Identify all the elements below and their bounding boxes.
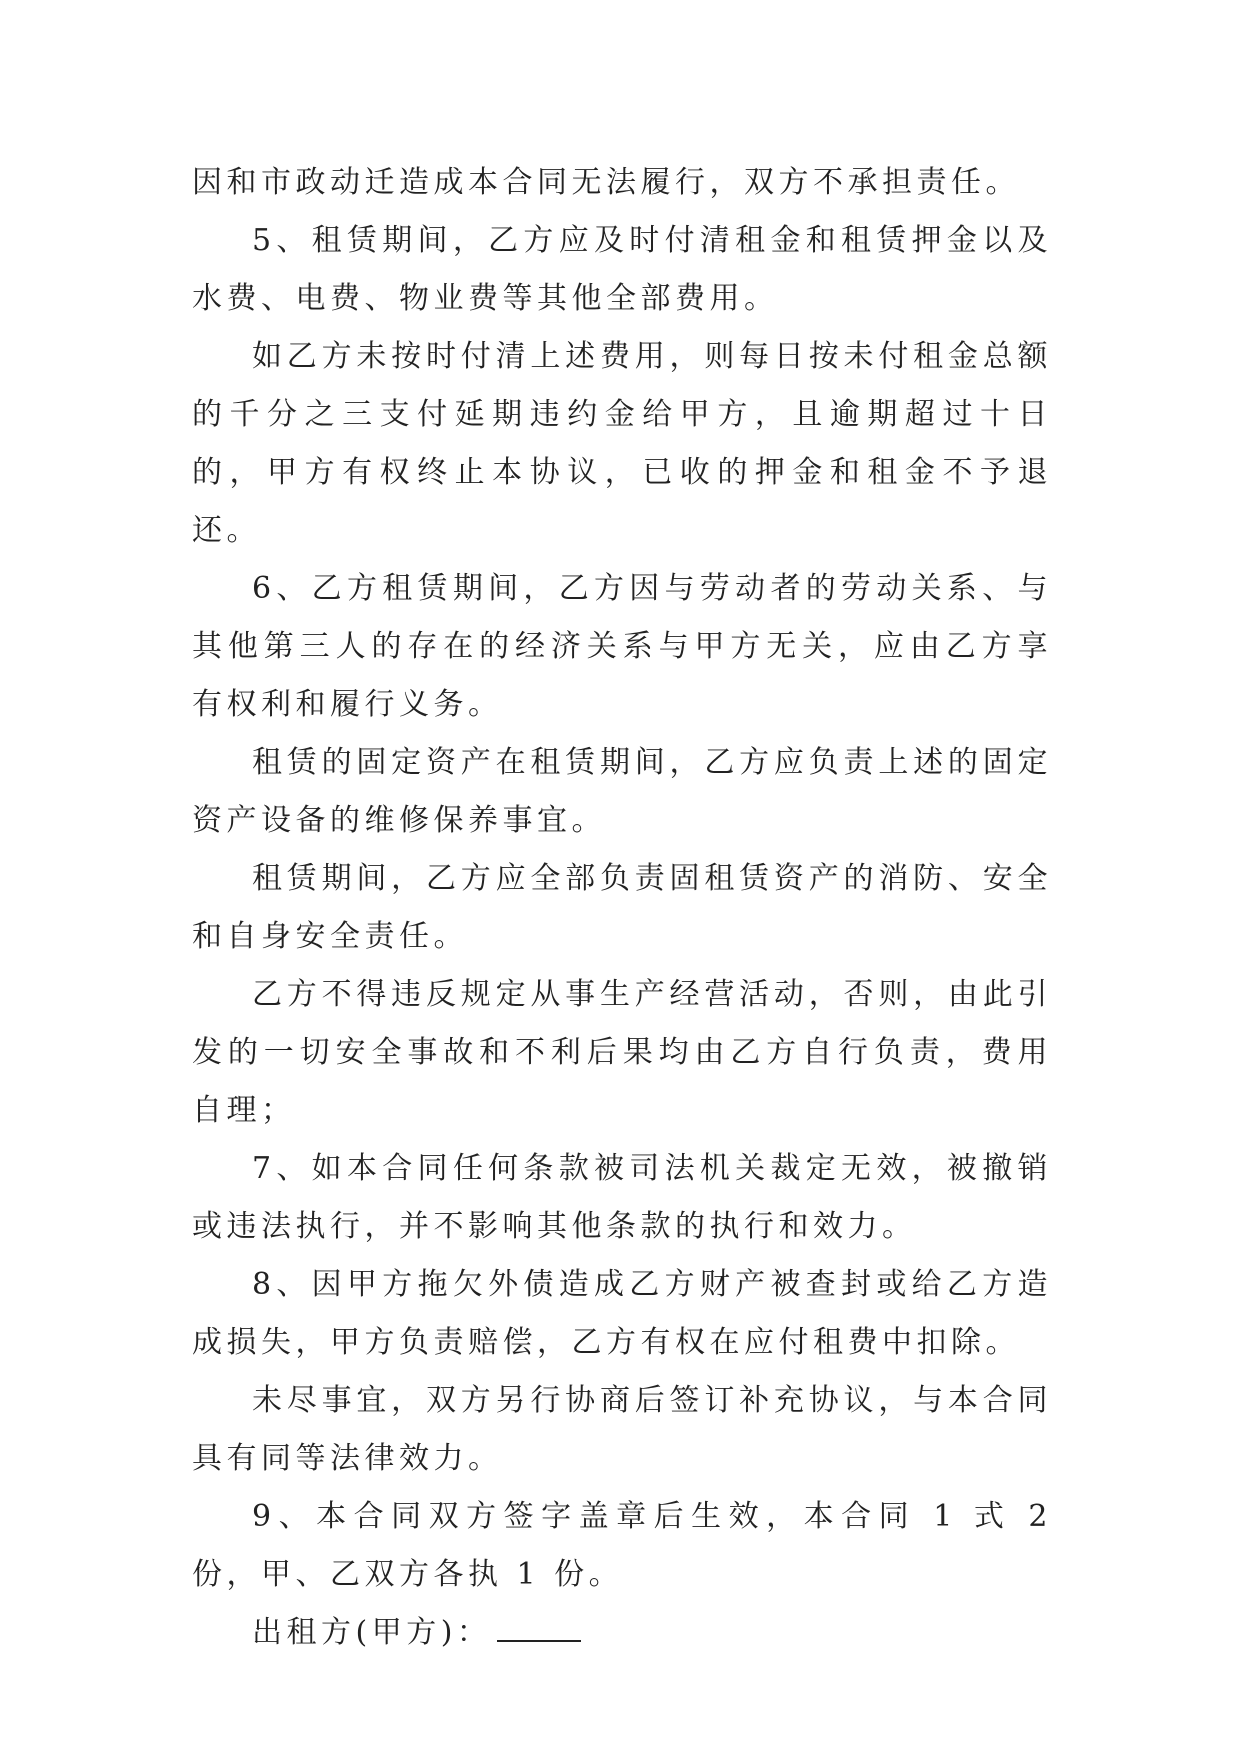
signature-line xyxy=(192,1604,1052,1662)
paragraph-maintenance: 租赁的固定资产在租赁期间，乙方应负责上述的固定资产设备的维修保养事宜。 xyxy=(192,745,1052,838)
paragraph-clause-8: 8、因甲方拖欠外债造成乙方财产被查封或给乙方造成损失，甲方负责赔偿，乙方有权在应付租费中扣除。 xyxy=(192,1267,1052,1360)
lessor-signature-blank xyxy=(497,1622,581,1642)
paragraph-late-payment: 如乙方未按时付清上述费用，则每日按未付租金总额的千分之三支付延期违约金给甲方，且逾期超过十日的，甲方有权终止本协议，已收的押金和租金不予退还。 xyxy=(192,339,1052,548)
document-body xyxy=(192,154,1052,1662)
paragraph-clause-7: 7、如本合同任何条款被司法机关裁定无效，被撤销或违法执行，并不影响其他条款的执行和效力。 xyxy=(192,1151,1052,1244)
paragraph-supplement: 未尽事宜，双方另行协商后签订补充协议，与本合同具有同等法律效力。 xyxy=(192,1383,1052,1476)
paragraph-clause-9: 9、本合同双方签字盖章后生效，本合同 1 式 2 份，甲、乙双方各执 1 份。 xyxy=(192,1499,1052,1592)
paragraph-continuation: 因和市政动迁造成本合同无法履行，双方不承担责任。 xyxy=(192,165,1020,200)
paragraph-violation: 乙方不得违反规定从事生产经营活动，否则，由此引发的一切安全事故和不利后果均由乙方自行负责，费用自理； xyxy=(192,977,1052,1128)
paragraph-clause-6: 6、乙方租赁期间，乙方因与劳动者的劳动关系、与其他第三人的存在的经济关系与甲方无关，应由乙方享有权利和履行义务。 xyxy=(192,571,1052,722)
lessor-signature-label: 出租方(甲方)： xyxy=(252,1615,492,1650)
paragraph-safety: 租赁期间，乙方应全部负责固租赁资产的消防、安全和自身安全责任。 xyxy=(192,861,1052,954)
paragraph-clause-5: 5、租赁期间，乙方应及时付清租金和租赁押金以及水费、电费、物业费等其他全部费用。 xyxy=(192,223,1052,316)
